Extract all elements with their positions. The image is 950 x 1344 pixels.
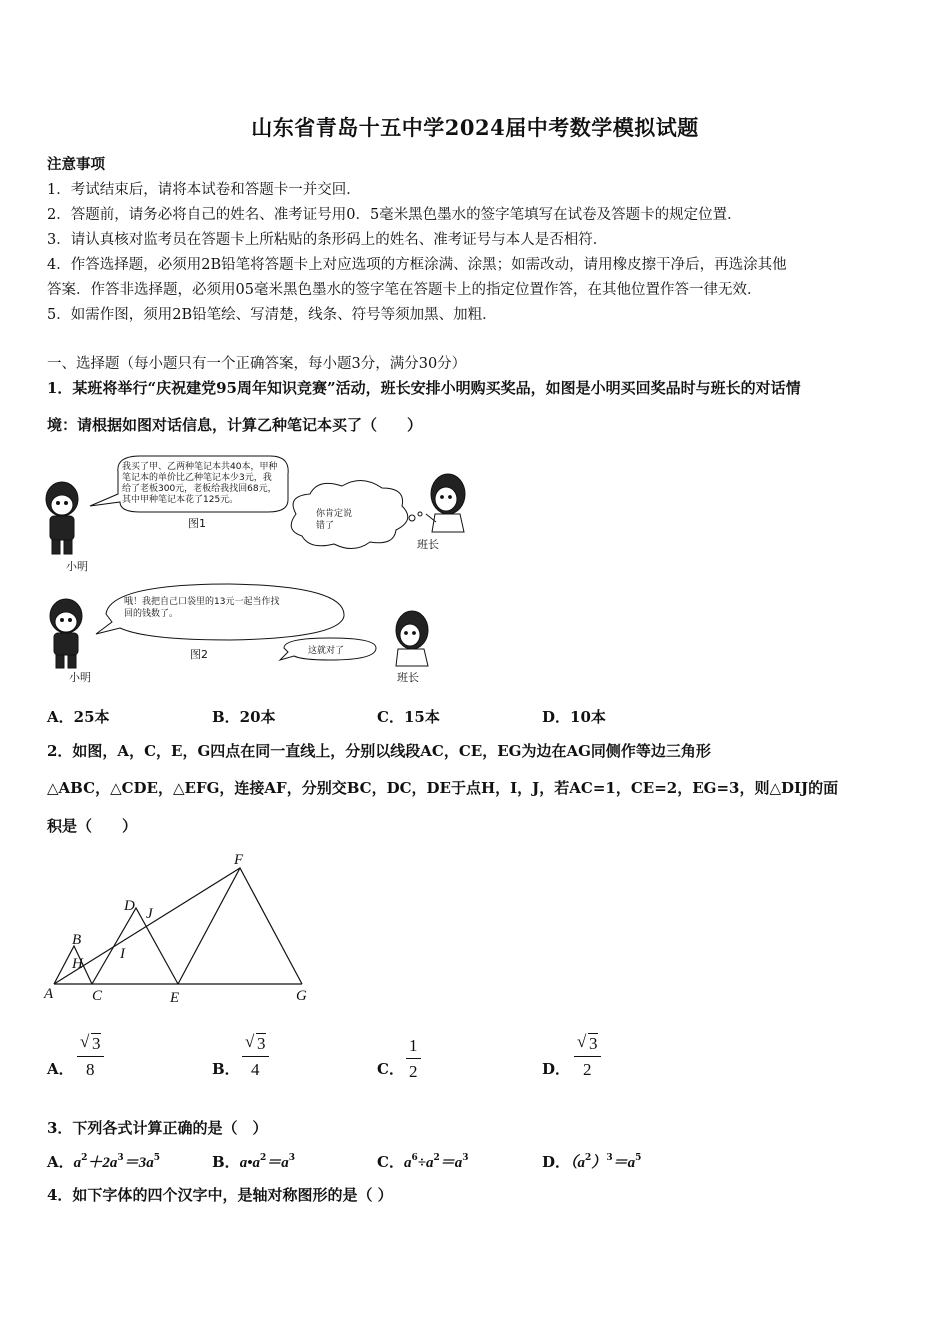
point-label-h: H [72, 956, 83, 972]
question-2-line-1: 2．如图，A，C，E，G四点在同一直线上，分别以线段AC，CE，EG为边在AG同侧作等边三角形 [47, 742, 711, 760]
q2-option-c-label[interactable]: C． [377, 1060, 404, 1078]
bubble-1-line: 给了老板300元，老板给我找回68元， [122, 484, 277, 494]
notice-item: 3．请认真核对监考员在答题卡上所粘贴的条形码上的姓名、准考证号与本人是否相符． [47, 232, 608, 248]
point-label-j: J [146, 906, 153, 922]
notice-item: 答案．作答非选择题，必须用05毫米黑色墨水的签字笔在答题卡上的指定位置作答，在其他位置作答一律无效． [47, 282, 762, 298]
banzhang-label-1: 班长 [417, 538, 439, 551]
triangle-efg [178, 868, 302, 984]
bubble-1-line: 笔记本的单价比乙种笔记本少3元，我 [122, 473, 272, 483]
q2-option-b-fraction[interactable]: √ 3 4 [242, 1034, 269, 1080]
notice-item: 4．作答选择题，必须用2B铅笔将答题卡上对应选项的方框涂满、涂黑；如需改动，请用橡皮擦干净后，再选涂其他 [47, 257, 787, 273]
point-label-b: B [72, 932, 82, 948]
q1-option-d[interactable]: D．10本 [542, 708, 606, 726]
q2-option-b-label[interactable]: B． [212, 1060, 240, 1078]
q2-option-a-fraction[interactable]: √ 3 8 [77, 1034, 104, 1080]
speech-bubble-1 [90, 456, 288, 512]
xiaoming-figure-1 [46, 482, 78, 554]
q3-option-b[interactable]: B．$a•a^2=a^3$ [212, 1153, 295, 1171]
question-4: 4．如下字体的四个汉字中，是轴对称图形的是（ ） [47, 1186, 393, 1204]
q2-option-c-fraction[interactable]: 1 2 [406, 1036, 421, 1082]
question-2-line-2: △ABC，△CDE，△EFG，连接AF，分别交BC，DC，DE于点H，I，J，若AC=1，CE=2，EG=3，则△DIJ的面 [47, 779, 839, 797]
q1-option-b[interactable]: B．20本 [212, 708, 276, 726]
bubble-2-line: 你肯定说 [316, 509, 353, 519]
point-label-c: C [92, 988, 103, 1004]
point-label-d: D [124, 898, 135, 914]
banzhang-label-2: 班长 [397, 671, 419, 684]
bubble-1-line: 其中甲种笔记本花了125元。 [122, 495, 239, 505]
bubble-4-text: 这就对了 [308, 646, 345, 656]
question-1-line-2: 境：请根据如图对话信息，计算乙种笔记本买了（ ） [47, 416, 423, 434]
q3-option-d[interactable]: D．$(a^2)^3=a^5$ [542, 1153, 642, 1171]
banzhang-figure-1 [426, 474, 465, 532]
xiaoming-label-1: 小明 [66, 560, 88, 573]
q1-option-a[interactable]: A．25本 [47, 708, 110, 726]
point-label-e: E [170, 990, 180, 1006]
bubble-3-line: 回的钱数了。 [124, 609, 179, 619]
page-title: 山东省青岛十五中学2024届中考数学模拟试题 [251, 115, 699, 140]
question-2-line-3: 积是（ ） [47, 817, 138, 835]
triangle-cde [92, 908, 178, 984]
question-1-line-1: 1．某班将举行“庆祝建党95周年知识竞赛”活动，班长安排小明购买奖品，如图是小明买回奖品时与班长的对话情 [47, 379, 801, 397]
bubble-1-line: 我买了甲、乙两种笔记本共40本，甲种 [122, 462, 278, 472]
geometry-figure [40, 846, 320, 1012]
point-label-f: F [234, 852, 244, 868]
question-3: 3．下列各式计算正确的是（ ） [47, 1119, 268, 1137]
section-heading: 一、选择题（每小题只有一个正确答案，每小题3分，满分30分） [47, 356, 467, 372]
notice-item: 5．如需作图，须用2B铅笔绘、写清楚，线条、符号等须加黑、加粗． [47, 307, 497, 323]
figure-1-label: 图1 [188, 517, 206, 530]
thought-bubble-1 [291, 480, 422, 548]
speech-bubble-3 [280, 638, 376, 660]
dialogue-figure [40, 444, 480, 692]
xiaoming-label-2: 小明 [69, 671, 91, 684]
bubble-3-line: 哦！我把自己口袋里的13元一起当作找 [124, 597, 280, 607]
q2-option-a-label[interactable]: A． [47, 1060, 74, 1078]
q3-option-c[interactable]: C．$a^6\div a^2=a^3$ [377, 1153, 469, 1171]
point-label-a: A [44, 986, 54, 1002]
point-label-i: I [120, 946, 125, 962]
q2-option-d-label[interactable]: D． [542, 1060, 571, 1078]
bubble-2-line: 错了 [316, 521, 335, 531]
notice-item: 1．考试结束后，请将本试卷和答题卡一并交回． [47, 182, 361, 198]
point-label-g: G [296, 988, 307, 1004]
q3-option-a[interactable]: A．$a^2+2a^3=3a^5$ [47, 1153, 160, 1171]
notice-item: 2．答题前，请务必将自己的姓名、准考证号用0．5毫米黑色墨水的签字笔填写在试卷及答题卡的规定位置． [47, 207, 742, 223]
xiaoming-figure-2 [50, 599, 82, 668]
banzhang-figure-2 [396, 611, 428, 666]
notice-heading: 注意事项 [47, 156, 105, 173]
q1-option-c[interactable]: C．15本 [377, 708, 440, 726]
figure-2-label: 图2 [190, 648, 208, 661]
speech-bubble-2 [96, 584, 344, 640]
q2-option-d-fraction[interactable]: √ 3 2 [574, 1034, 601, 1080]
